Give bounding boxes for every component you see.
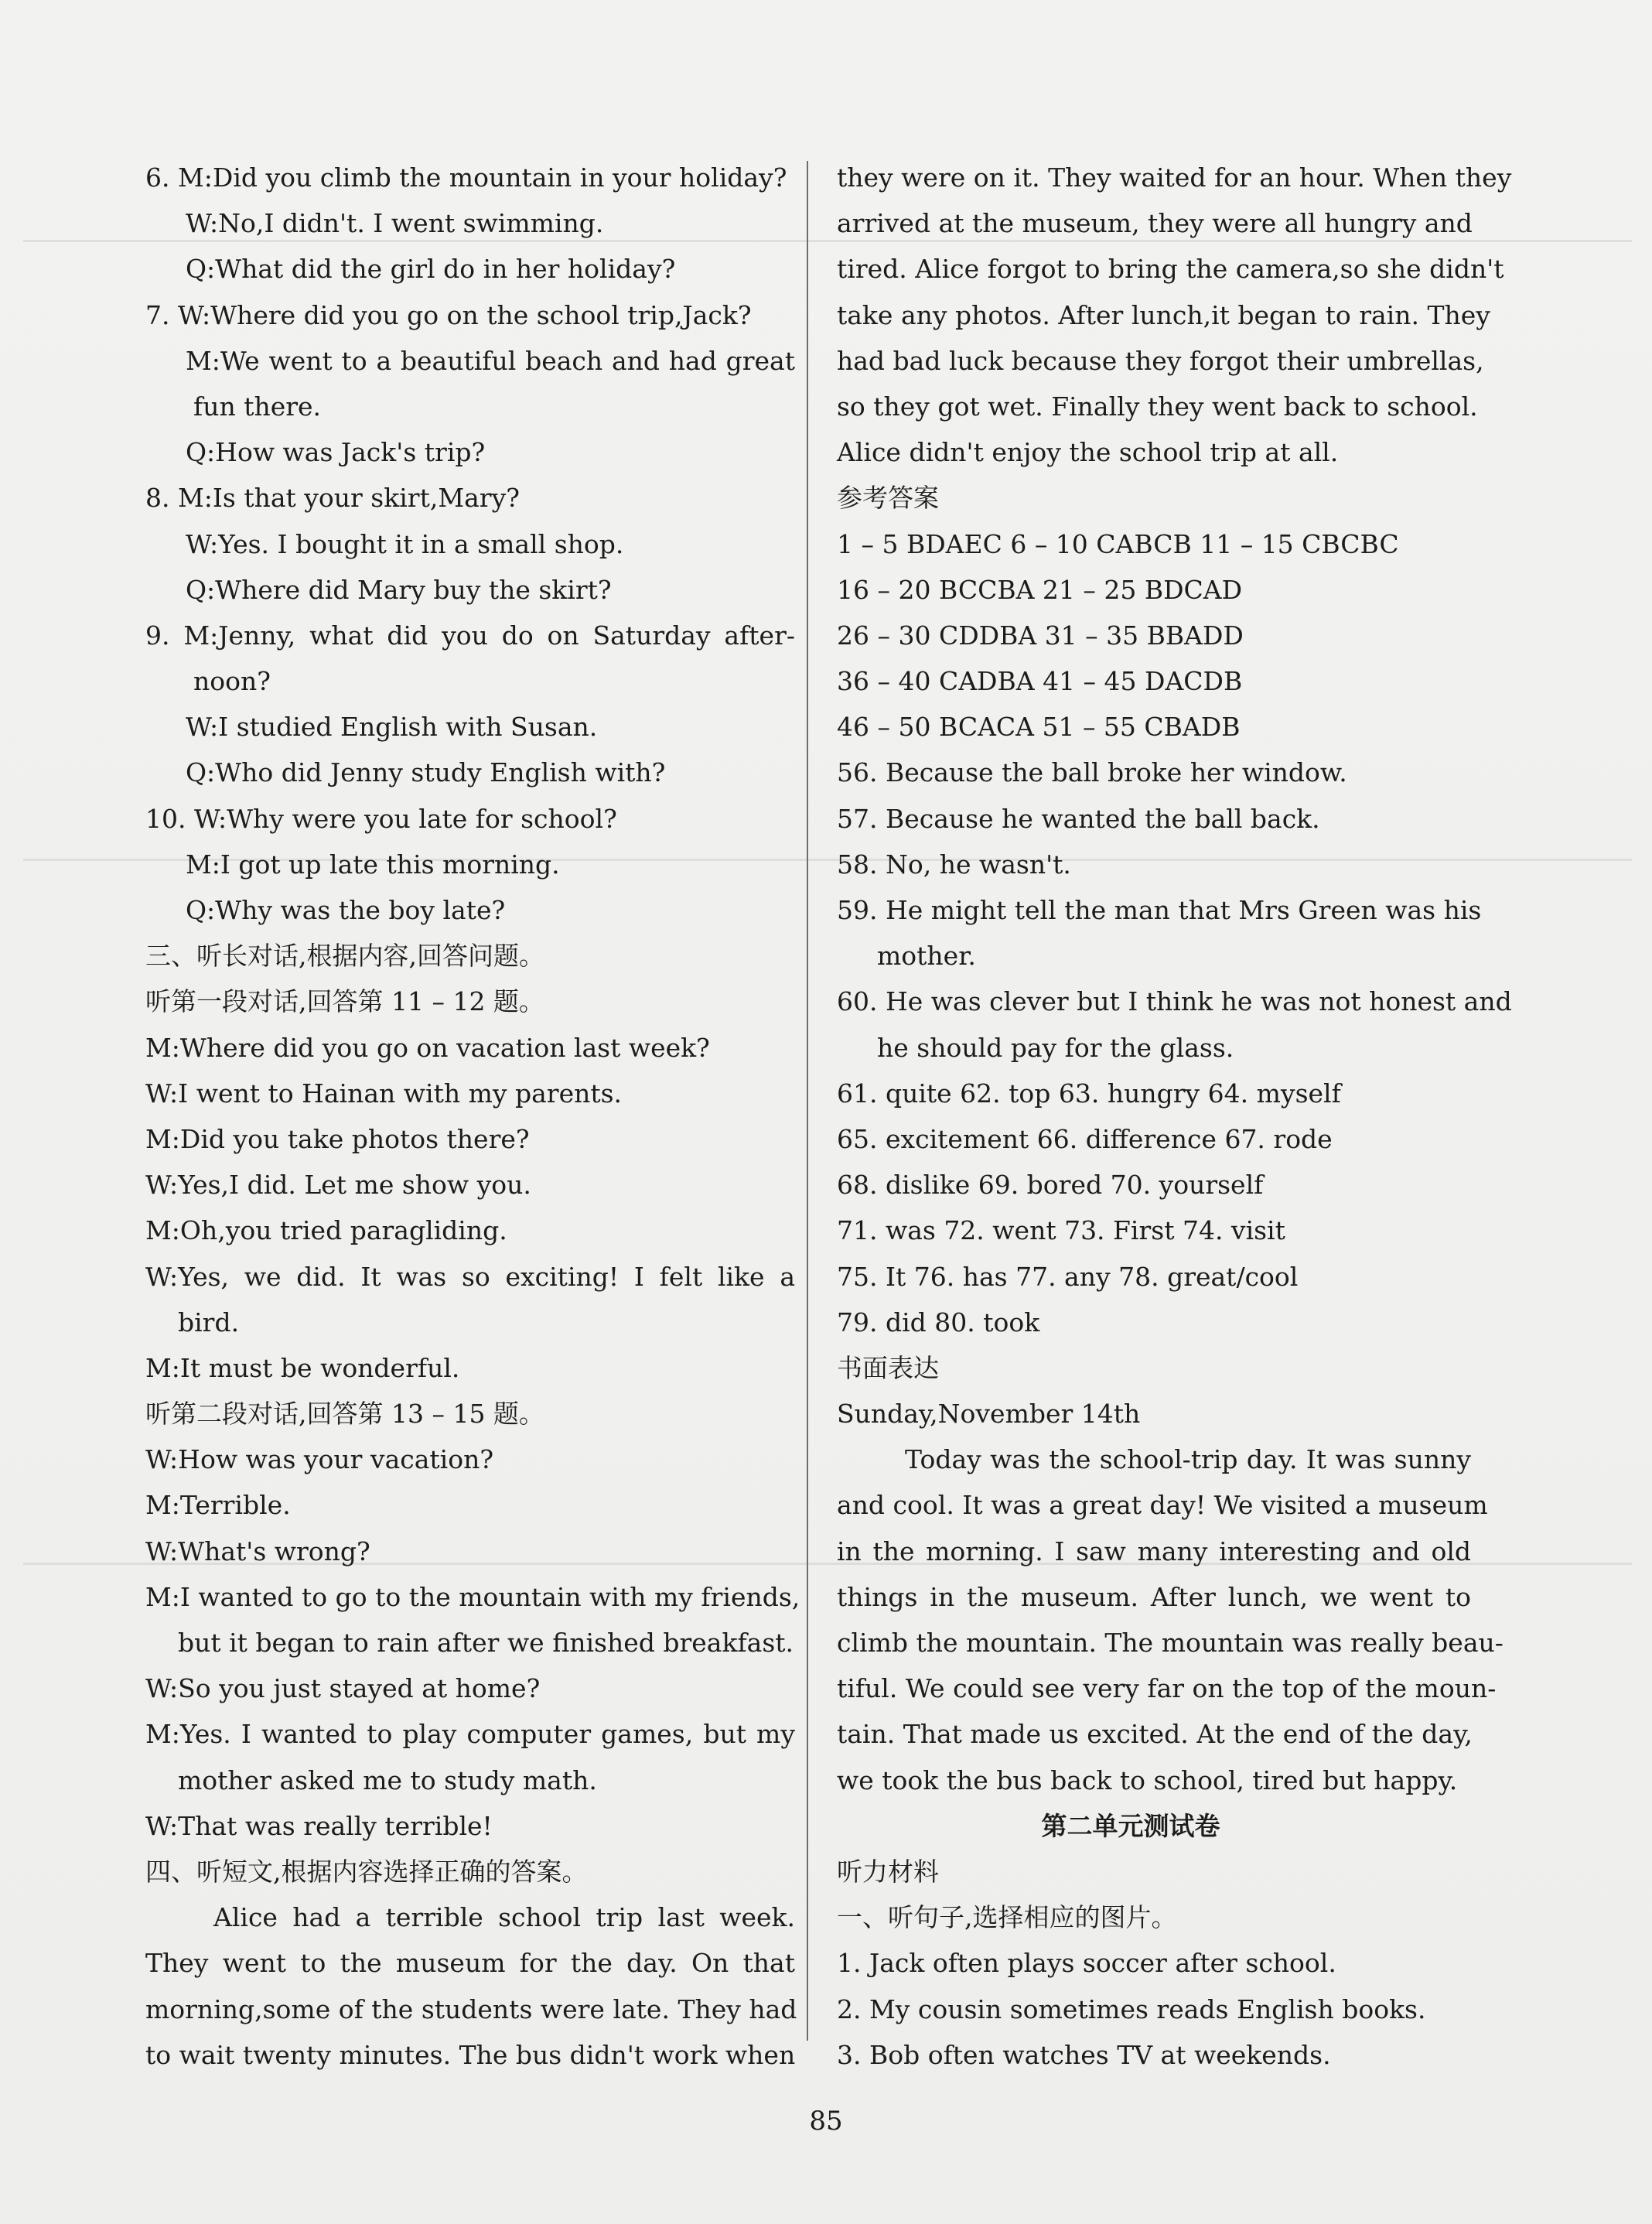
left-column-line: They went to the museum for the day. On that: [145, 1948, 795, 1979]
left-column-line: M:Did you take photos there?: [145, 1123, 530, 1154]
right-column-line: mother.: [877, 941, 976, 972]
right-column-line: 36 – 40 CADBA 41 – 45 DACDB: [837, 666, 1243, 697]
right-column-line: 56. Because the ball broke her window.: [837, 757, 1347, 788]
left-column-line: M:Yes. I wanted to play computer games, but my: [145, 1719, 795, 1750]
left-column-line: W:Yes. I bought it in a small shop.: [186, 528, 624, 559]
right-column-line: Sunday,November 14th: [837, 1399, 1141, 1430]
right-column-line: 57. Because he wanted the ball back.: [837, 803, 1320, 834]
right-column-line: tiful. We could see very far on the top of the moun-: [837, 1673, 1497, 1704]
left-column-line: W:I studied English with Susan.: [186, 712, 598, 743]
left-column-line: M:I wanted to go to the mountain with my friends,: [145, 1581, 800, 1612]
left-column-line: mother asked me to study math.: [178, 1765, 597, 1795]
left-column-line: noon?: [193, 666, 271, 697]
right-column-line: 58. No, he wasn't.: [837, 849, 1071, 880]
right-column-line: 71. was 72. went 73. First 74. visit: [837, 1215, 1285, 1246]
left-column-line: W:I went to Hainan with my parents.: [145, 1078, 623, 1109]
left-column-line: W:So you just stayed at home?: [145, 1673, 541, 1704]
left-column-line: Q:What did the girl do in her holiday?: [186, 254, 676, 285]
left-column-line: 8. M:Is that your skirt,Mary?: [145, 483, 520, 514]
right-column-line: climb the mountain. The mountain was really beau-: [837, 1628, 1504, 1658]
left-column-line: morning,some of the students were late. They had: [145, 1993, 797, 2024]
left-column-line: Q:Why was the boy late?: [186, 895, 506, 925]
right-column-line: 46 – 50 BCACA 51 – 55 CBADB: [837, 712, 1241, 743]
right-column-line: 3. Bob often watches TV at weekends.: [837, 2039, 1331, 2070]
right-column-line: take any photos. After lunch,it began to rain. They: [837, 299, 1490, 330]
left-column-line: 9. M:Jenny, what did you do on Saturday after-: [145, 620, 795, 651]
right-column-line: 书面表达: [837, 1352, 939, 1383]
right-column-line: 60. He was clever but I think he was not honest and: [837, 986, 1512, 1017]
right-column-line: we took the bus back to school, tired but happy.: [837, 1765, 1458, 1795]
right-column-line: he should pay for the glass.: [877, 1032, 1234, 1063]
left-column-line: fun there.: [193, 391, 322, 422]
right-column-line: 听力材料: [837, 1856, 939, 1887]
right-column-line: 68. dislike 69. bored 70. yourself: [837, 1170, 1264, 1201]
left-column-line: W:Yes, we did. It was so exciting! I felt like a: [145, 1261, 795, 1292]
right-column-line: tired. Alice forgot to bring the camera,so she didn't: [837, 254, 1504, 285]
left-column-line: 听第一段对话,回答第 11 – 12 题。: [145, 986, 544, 1017]
right-column-line: arrived at the museum, they were all hungry and: [837, 208, 1473, 239]
left-column-line: W:That was really terrible!: [145, 1810, 493, 1841]
right-column-line: so they got wet. Finally they went back to school.: [837, 391, 1478, 422]
right-column-line: had bad luck because they forgot their umbrellas,: [837, 345, 1484, 376]
right-column-line: 59. He might tell the man that Mrs Green was his: [837, 895, 1482, 925]
left-column-line: 四、听短文,根据内容选择正确的答案。: [145, 1856, 588, 1887]
right-column-line: 79. did 80. took: [837, 1307, 1040, 1337]
left-column-line: M:We went to a beautiful beach and had great: [186, 345, 795, 376]
left-column-line: Q:Where did Mary buy the skirt?: [186, 574, 612, 605]
right-column-line: 参考答案: [837, 483, 939, 514]
left-column-line: W:Yes,I did. Let me show you.: [145, 1170, 531, 1201]
left-column-line: but it began to rain after we finished breakfast.: [178, 1628, 794, 1658]
right-column-line: 61. quite 62. top 63. hungry 64. myself: [837, 1078, 1341, 1109]
right-column-line: 2. My cousin sometimes reads English books.: [837, 1993, 1426, 2024]
right-column-line: 26 – 30 CDDBA 31 – 35 BBADD: [837, 620, 1244, 651]
right-column-line: and cool. It was a great day! We visited a museum: [837, 1490, 1488, 1521]
left-column-line: 6. M:Did you climb the mountain in your holiday?: [145, 162, 787, 193]
left-column-line: Q:How was Jack's trip?: [186, 437, 486, 468]
right-column-line: 1 – 5 BDAEC 6 – 10 CABCB 11 – 15 CBCBC: [837, 528, 1399, 559]
left-column-line: W:How was your vacation?: [145, 1444, 494, 1475]
left-column-line: M:I got up late this morning.: [186, 849, 560, 880]
right-column-line: 一、听句子,选择相应的图片。: [837, 1902, 1177, 1933]
right-column-line: 75. It 76. has 77. any 78. great/cool: [837, 1261, 1299, 1292]
right-column-line: things in the museum. After lunch, we went to: [837, 1581, 1471, 1612]
right-column: [837, 155, 1512, 2078]
right-column-line: tain. That made us excited. At the end of the day,: [837, 1719, 1473, 1750]
column-divider: [807, 161, 808, 2041]
left-column-line: Alice had a terrible school trip last week.: [213, 1902, 795, 1933]
left-column-line: 听第二段对话,回答第 13 – 15 题。: [145, 1399, 544, 1430]
left-column-line: W:No,I didn't. I went swimming.: [186, 208, 604, 239]
left-column: [145, 155, 800, 2078]
left-column-line: to wait twenty minutes. The bus didn't work when: [145, 2039, 796, 2070]
left-column-line: M:Oh,you tried paragliding.: [145, 1215, 507, 1246]
left-column-line: M:It must be wonderful.: [145, 1352, 460, 1383]
left-column-line: M:Terrible.: [145, 1490, 291, 1521]
left-column-line: M:Where did you go on vacation last week?: [145, 1032, 710, 1063]
left-column-line: W:What's wrong?: [145, 1536, 370, 1566]
left-column-line: 三、听长对话,根据内容,回答问题。: [145, 941, 544, 972]
left-column-line: Q:Who did Jenny study English with?: [186, 757, 666, 788]
page-number: 85: [809, 2106, 843, 2137]
right-column-line: 65. excitement 66. difference 67. rode: [837, 1123, 1333, 1154]
right-column-line: 16 – 20 BCCBA 21 – 25 BDCAD: [837, 574, 1243, 605]
right-column-line: 第二单元测试卷: [1041, 1810, 1220, 1841]
left-column-line: 10. W:Why were you late for school?: [145, 803, 617, 834]
right-column-line: in the morning. I saw many interesting and old: [837, 1536, 1471, 1566]
right-column-line: Today was the school-trip day. It was sunny: [905, 1444, 1471, 1475]
left-column-line: 7. W:Where did you go on the school trip,Jack?: [145, 299, 752, 330]
right-column-line: they were on it. They waited for an hour. When they: [837, 162, 1512, 193]
right-column-line: 1. Jack often plays soccer after school.: [837, 1948, 1336, 1979]
left-column-line: bird.: [178, 1307, 240, 1337]
right-column-line: Alice didn't enjoy the school trip at all.: [837, 437, 1339, 468]
